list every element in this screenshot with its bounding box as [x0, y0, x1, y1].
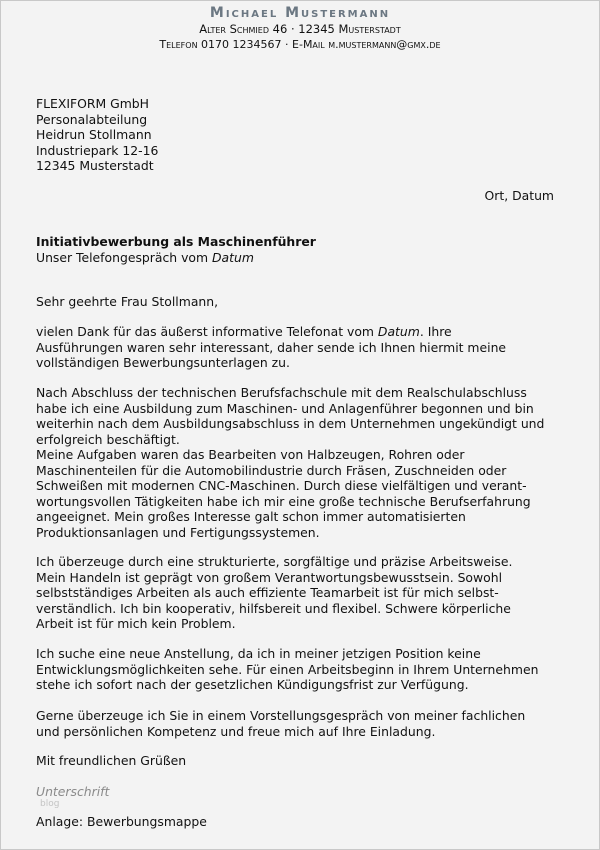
subline-date: Datum [212, 249, 254, 265]
signature: Unterschrift [36, 784, 110, 799]
paragraph-3 [36, 554, 512, 632]
paragraph-5 [36, 708, 525, 739]
subline-prefix: Unser Telefongespräch vom [36, 249, 213, 265]
subline [36, 250, 316, 266]
para3-line: verständlich. Ich bin kooperativ, hilfsbereit und flexibel. Schwere körperliche [36, 600, 511, 616]
paragraph-1 [36, 324, 506, 371]
para1-date: Datum [377, 324, 420, 339]
sender-address: Alter Schmied 46 · 12345 Musterstadt [199, 22, 401, 36]
para3-line: selbstständiges Arbeiten als auch effiziente Teamarbeit ist für mich selbst- [36, 585, 499, 600]
sender-contact: Telefon 0170 1234567 · E-Mail m.mustermann@gmx.de [159, 38, 441, 51]
paragraph-2 [36, 385, 544, 540]
para1-text: . Ihre [419, 324, 452, 339]
para2-line: erfolgreich beschäftigt. [36, 431, 180, 447]
para1-line: vollständigen Bewerbungsunterlagen zu. [36, 355, 290, 370]
para4-line: stehe ich sofort nach der gesetzlichen Kündigungsfrist zur Verfügung. [36, 677, 469, 692]
para1-text: vielen Dank für das äußerst informative Telefonat vom [36, 324, 378, 339]
recipient-address [36, 96, 158, 174]
recipient-line: Personalabteilung [36, 111, 148, 127]
place-date: Ort, Datum [484, 188, 554, 203]
watermark: blog [40, 799, 60, 809]
para2-line: Produktionsanlagen und Fertigungssystemen. [36, 524, 320, 540]
para5-line: und persönlichen Kompetenz und freue mich auf Ihre Einladung. [36, 723, 436, 739]
salutation: Sehr geehrte Frau Stollmann, [36, 294, 219, 309]
para2-line: Nach Abschluss der technischen Berufsfachschule mit dem Realschulabschluss [36, 385, 527, 400]
para2-line: weiterhin nach dem Ausbildungsabschluss in dem Unternehmen ungekündigt und [36, 416, 545, 431]
para3-line: Mein Handeln ist geprägt von großem Verantwortungsbewusstsein. Sowohl [36, 569, 503, 585]
paragraph-4 [36, 646, 538, 693]
subject-block [36, 234, 316, 265]
para2-line: Meine Aufgaben waren das Bearbeiten von Halbzeugen, Rohren oder [36, 447, 465, 462]
para3-line: Ich überzeuge durch eine strukturierte, sorgfältige und präzise Arbeitsweise. [36, 554, 513, 569]
para2-line: Schweißen mit modernen CNC-Maschinen. Durch diese vielfältigen und verant- [36, 478, 527, 493]
para1-line: Ausführungen waren sehr interessant, daher sende ich Ihnen hiermit meine [36, 339, 507, 355]
closing: Mit freundlichen Grüßen [36, 753, 187, 768]
para2-line: wortungsvollen Tätigkeiten habe ich mir eine große technische Berufserfahrung [36, 493, 531, 509]
enclosure: Anlage: Bewerbungsmappe [36, 814, 207, 829]
recipient-line: Industriepark 12-16 [36, 142, 159, 158]
para2-line: habe ich eine Ausbildung zum Maschinen- und Anlagenführer begonnen und bin [36, 400, 534, 416]
recipient-line: 12345 Musterstadt [36, 158, 154, 173]
subject: Initiativbewerbung als Maschinenführer [36, 234, 316, 249]
para3-line: Arbeit ist für mich kein Problem. [36, 616, 236, 631]
recipient-line: FLEXIFORM GmbH [36, 96, 149, 111]
para2-line: angeeignet. Mein großes Interesse galt schon immer automatisierten [36, 509, 466, 524]
sender-name: Michael Mustermann [209, 5, 391, 21]
para2-line: Maschinenteilen für die Automobilindustrie durch Fräsen, Zuschneiden oder [36, 462, 507, 478]
recipient-line: Heidrun Stollmann [36, 127, 152, 142]
para4-line: Entwicklungsmöglichkeiten sehe. Für einen Arbeitsbeginn in Ihrem Unternehmen [36, 661, 539, 677]
para4-line: Ich suche eine neue Anstellung, da ich in meiner jetzigen Position keine [36, 646, 481, 661]
para5-line: Gerne überzeuge ich Sie in einem Vorstellungsgespräch von meiner fachlichen [36, 708, 526, 723]
